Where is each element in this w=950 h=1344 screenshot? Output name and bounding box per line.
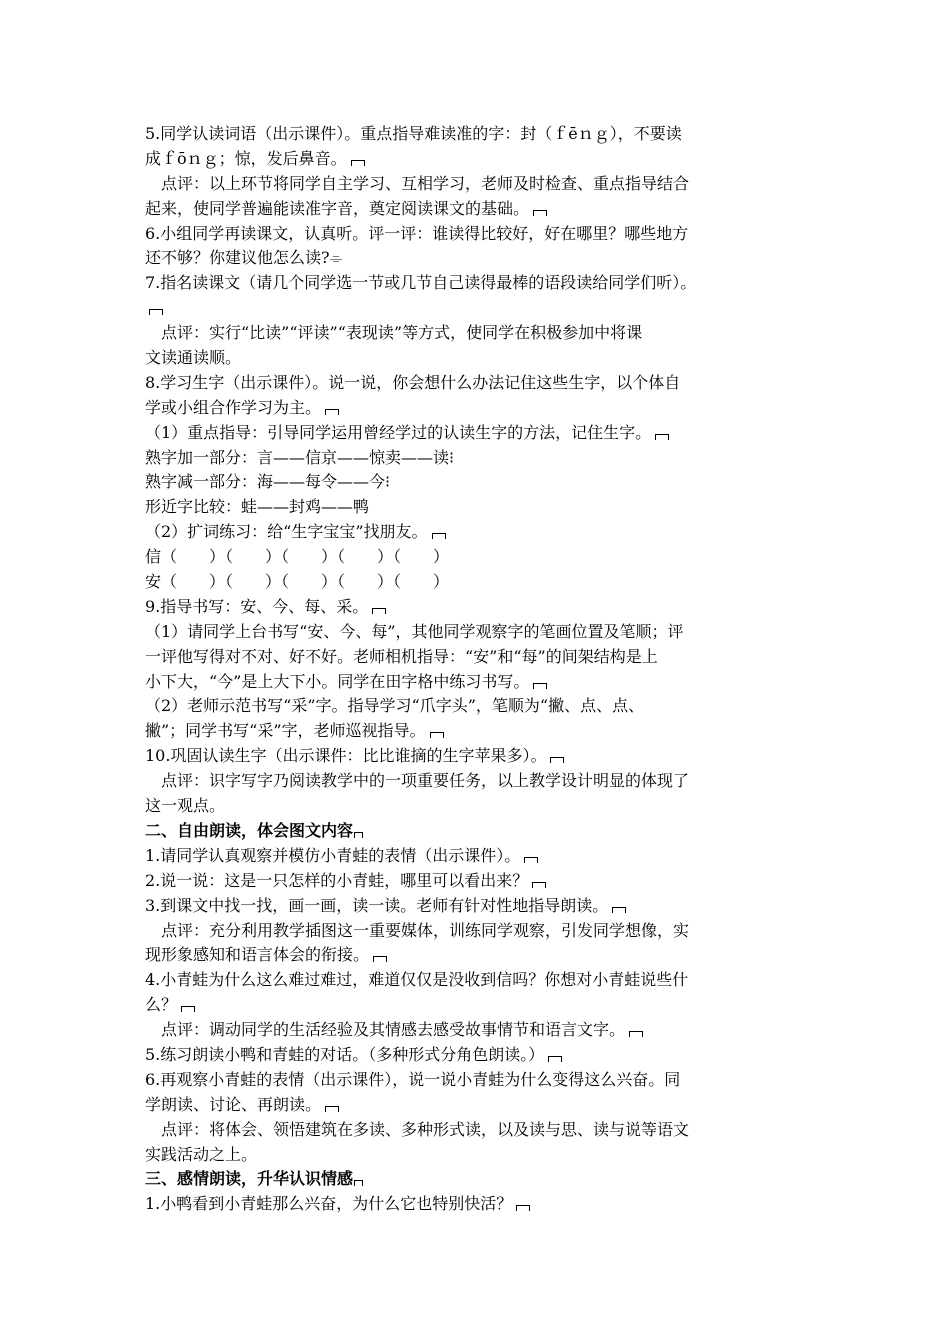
- text-line: [145, 894, 810, 919]
- text-line: [145, 421, 810, 446]
- paragraph-mark-icon: [325, 1106, 339, 1112]
- text-line: [145, 595, 810, 620]
- line-text: 安（ ）（ ）（ ）（ ）（ ）: [145, 572, 450, 592]
- text-line: [145, 271, 810, 296]
- text-line: [145, 122, 810, 147]
- line-text: 5.练习朗读小鸭和青蛙的对话。（多种形式分角色朗读。）: [145, 1044, 545, 1064]
- text-line: [145, 1018, 810, 1043]
- text-line: [145, 222, 810, 247]
- line-text: 7.指名读课文（请几个同学选一节或几节自己读得最棒的语段读给同学们听）。: [145, 273, 697, 293]
- line-text: 三、感情朗读，升华认识情感: [145, 1169, 354, 1189]
- line-text: 5.同学认读词语（出示课件）。重点指导难读准的字：封（ｆēｎｇ），不要读: [145, 124, 682, 143]
- text-line: [145, 943, 810, 968]
- paragraph-mark-icon: [149, 309, 163, 315]
- line-text: 学朗读、讨论、再朗读。: [145, 1094, 322, 1114]
- section-heading: [145, 1167, 810, 1192]
- line-text: 撇”；同学书写“采”字，老师巡视指导。: [145, 721, 426, 741]
- line-text: 信（ ）（ ）（ ）（ ）（ ）: [145, 547, 450, 567]
- text-line: [145, 1068, 810, 1093]
- line-text: 点评：以上环节将同学自主学习、互相学习，老师及时检查、重点指导结合: [161, 173, 690, 193]
- paragraph-mark-icon: [532, 882, 546, 888]
- line-text: 4.小青蛙为什么这么难过难过，难道仅仅是没收到信吗？你想对小青蛙说些什: [145, 970, 689, 990]
- text-line: [145, 495, 810, 520]
- text-line: [145, 545, 810, 570]
- line-text: 点评：充分利用教学插图这一重要媒体，训练同学观察，引发同学想像，实: [161, 920, 690, 940]
- text-line: [145, 520, 810, 545]
- line-text: 6.再观察小青蛙的表情（出示课件），说一说小青蛙为什么变得这么兴奋。同: [145, 1069, 681, 1089]
- paragraph-mark-icon: [354, 1180, 363, 1186]
- line-text: 2.说一说：这是一只怎样的小青蛙，哪里可以看出来？: [145, 870, 529, 890]
- text-line: [145, 719, 810, 744]
- text-line: [145, 620, 810, 645]
- text-line: [145, 1093, 810, 1118]
- text-line: [145, 744, 810, 769]
- line-text: （1）重点指导：引导同学运用曾经学过的认读生字的方法，记住生字。: [145, 422, 652, 442]
- line-text: 1.请同学认真观察并模仿小青蛙的表情（出示课件）。: [145, 845, 521, 865]
- text-line: [145, 769, 810, 794]
- line-text: 现形象感知和语言体会的衔接。: [145, 945, 370, 965]
- line-text: 8.学习生字（出示课件）。说一说，你会想什么办法记住这些生字，以个体自: [145, 372, 681, 392]
- line-text: 点评：将体会、领悟建筑在多读、多种形式读，以及读与思、读与说等语文: [161, 1119, 690, 1139]
- text-line: [145, 794, 810, 819]
- text-line: [145, 1043, 810, 1068]
- text-line: [145, 869, 810, 894]
- text-line: [145, 396, 810, 421]
- text-line: [145, 147, 810, 172]
- text-line: [145, 246, 810, 271]
- text-line: [145, 1192, 810, 1217]
- paragraph-mark-icon: [430, 732, 444, 738]
- text-line: [145, 371, 810, 396]
- document-page: [145, 122, 810, 1217]
- line-text: 3.到课文中找一找，画一画，读一读。老师有针对性地指导朗读。: [145, 895, 609, 915]
- line-text: 熟字加一部分：言——信京——惊卖——读⁝: [145, 447, 455, 467]
- text-line: [145, 296, 810, 321]
- line-text: 小下大，“今”是上大下小。同学在田字格中练习书写。: [145, 671, 530, 691]
- paragraph-mark-icon: [655, 434, 669, 440]
- line-text: 熟字减一部分：海——每令——今⁝: [145, 472, 391, 492]
- line-text: 点评：调动同学的生活经验及其情感去感受故事情节和语言文字。: [161, 1020, 626, 1040]
- line-text: （2）扩词练习：给“生字宝宝”找朋友。: [145, 522, 428, 542]
- paragraph-mark-icon: [548, 1056, 562, 1062]
- line-text: 文读通读顺。: [145, 348, 242, 368]
- line-text: （2）老师示范书写“采”字。指导学习“爪字头”，笔顺为“撇、点、点、: [145, 696, 645, 716]
- line-text: 一评他写得对不对、好不好。老师相机指导：“安”和“每”的间架结构是上: [145, 646, 658, 666]
- line-text: 还不够？你建议他怎么读?⌯: [145, 248, 343, 268]
- paragraph-mark-icon: [354, 832, 363, 838]
- line-text: 起来，使同学普遍能读准字音，奠定阅读课文的基础。: [145, 198, 530, 218]
- line-text: 1.小鸭看到小青蛙那么兴奋，为什么它也特别快活？: [145, 1194, 513, 1214]
- paragraph-mark-icon: [533, 683, 547, 689]
- text-line: [145, 470, 810, 495]
- text-line: [145, 968, 810, 993]
- line-text: 实践活动之上。: [145, 1144, 258, 1164]
- paragraph-mark-icon: [432, 533, 446, 539]
- line-text: 二、自由朗读，体会图文内容: [145, 820, 354, 840]
- paragraph-mark-icon: [533, 210, 547, 216]
- paragraph-mark-icon: [372, 608, 386, 614]
- line-text: 点评：实行“比读”“评读”“表现读”等方式，使同学在积极参加中将课: [161, 323, 643, 343]
- text-line: [145, 645, 810, 670]
- text-line: [145, 346, 810, 371]
- paragraph-mark-icon: [351, 160, 365, 166]
- text-line: [145, 321, 810, 346]
- line-text: 这一观点。: [145, 796, 226, 816]
- line-text: 学或小组合作学习为主。: [145, 397, 322, 417]
- line-text: （1）请同学上台书写“安、今、每”，其他同学观察字的笔画位置及笔顺；评: [145, 621, 684, 641]
- line-text: 形近字比较：蛙——封鸡——鸭: [145, 497, 370, 517]
- text-line: [145, 446, 810, 471]
- text-line: [145, 172, 810, 197]
- text-line: [145, 844, 810, 869]
- line-text: 点评：识字写字乃阅读教学中的一项重要任务，以上教学设计明显的体现了: [161, 771, 690, 791]
- paragraph-mark-icon: [516, 1205, 530, 1211]
- text-line: [145, 1118, 810, 1143]
- paragraph-mark-icon: [373, 956, 387, 962]
- text-line: [145, 570, 810, 595]
- paragraph-mark-icon: [181, 1006, 195, 1012]
- paragraph-mark-icon: [629, 1031, 643, 1037]
- text-line: [145, 993, 810, 1018]
- paragraph-mark-icon: [325, 409, 339, 415]
- line-text: 6.小组同学再读课文，认真听。评一评：谁读得比较好，好在哪里？哪些地方: [145, 223, 689, 243]
- paragraph-mark-icon: [550, 757, 564, 763]
- text-line: [145, 694, 810, 719]
- line-text: 9.指导书写：安、今、每、采。: [145, 596, 369, 616]
- line-text: 10.巩固认读生字（出示课件：比比谁摘的生字苹果多）。: [145, 746, 547, 766]
- text-line: [145, 1143, 810, 1168]
- text-line: [145, 197, 810, 222]
- text-line: [145, 670, 810, 695]
- line-text: 成ｆōｎｇ；惊，发后鼻音。: [145, 148, 347, 168]
- paragraph-mark-icon: [524, 857, 538, 863]
- line-text: 么？: [145, 995, 178, 1015]
- paragraph-mark-icon: [612, 907, 626, 913]
- section-heading: [145, 819, 810, 844]
- text-line: [145, 919, 810, 944]
